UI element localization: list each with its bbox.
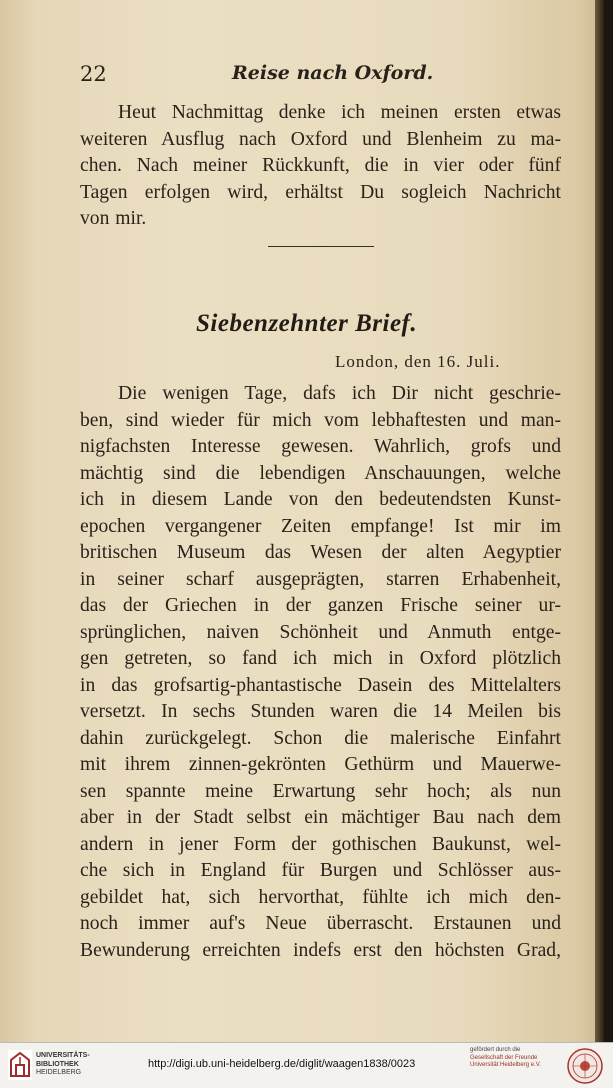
paragraph-2 [80,381,561,964]
text-line: epochen vergangener Zeiten empfange! Ist mir im [80,515,561,537]
paragraph-1 [80,100,561,233]
text-line: ich in diesem Lande von den bedeutendsten Kunst- [80,489,561,510]
library-name-line: UNIVERSITÄTS- [36,1052,90,1059]
text-line: britischen Museum das Wesen der alten Aegyptier [80,542,561,563]
page-edge [595,0,604,1042]
library-name-line: BIBLIOTHEK [36,1060,79,1068]
library-name-line: HEIDELBERG [36,1069,82,1076]
text-line: nigfachsten Interesse gewesen. Wahrlich, grofs und [80,436,561,457]
text-line: che sich in England für Burgen und Schlösser aus- [80,860,561,881]
text-line: versetzt. In sechs Stunden waren die 14 Meilen bis [80,701,561,722]
text-line: gen getreten, so fand ich mich in Oxford plötzlich [80,648,561,669]
permalink-link[interactable]: http://digi.ub.uni-heidelberg.de/diglit/waagen1838/0023 [148,1058,416,1070]
text-line: in das grofsartig-phantastische Dasein des Mittelalters [80,674,561,696]
text-line: gebildet hat, sich hervorthat, fühlte ich mich den- [80,886,561,908]
dateline: London, den 16. Juli. [335,352,501,371]
text-line: mit ihrem zinnen-gekrönten Gethürm und Mauerwe- [80,754,561,775]
text-line: Heut Nachmittag denke ich meinen ersten etwas [118,102,561,123]
text-line: in seiner scharf ausgeprägten, starren Erhabenheit, [80,568,561,590]
text-line: das der Griechen in der ganzen Frische seiner ur- [80,595,561,616]
sponsor-line: gefördert durch die [470,1047,521,1053]
sponsor-line: Gesellschaft der Freunde [470,1054,538,1061]
text-line: sprünglichen, naiven Schönheit und Anmuth entge- [80,621,561,643]
letter-heading: Siebenzehnter Brief. [196,310,418,337]
university-seal-icon [566,1047,604,1085]
text-line: andern in jener Form der gothischen Baukunst, wel- [80,833,561,855]
text-line: Tagen erfolgen wird, erhältst Du sogleich Nachricht [80,181,561,203]
running-title: Reise nach Oxford. [232,62,434,84]
page-number: 22 [80,62,107,86]
text-line: aber in der Stadt selbst ein mächtiger Bau nach dem [80,807,561,828]
text-line: dahin zurückgelegt. Schon die malerische Einfahrt [80,727,561,749]
text-line: mächtig sind die lebendigen Anschauungen, welche [80,462,561,484]
running-head [80,62,550,92]
text-line: Bewunderung erreichten indefs erst den höchsten Grad, [80,939,561,961]
text-line: ben, sind wieder für mich vom lebhaftesten und man- [80,409,561,431]
section-divider [268,246,374,247]
library-name [36,1052,90,1078]
sponsor-credit [470,1047,541,1070]
text-line: noch immer auf's Neue überrascht. Erstaunen und [80,913,561,934]
text-line: sen spannte meine Erwartung sehr hoch; als nun [80,780,561,802]
text-line: chen. Nach meiner Rückkunft, die in vier oder fünf [80,155,561,176]
text-line: von mir. [80,208,147,229]
sponsor-line: Universität Heidelberg e.V. [470,1062,541,1068]
text-line: weiteren Ausflug nach Oxford und Blenheim zu ma- [80,128,561,150]
text-line: Die wenigen Tage, dafs ich Dir nicht geschrie- [118,383,561,404]
university-library-logo-icon [8,1050,32,1080]
viewer-footer [0,1042,613,1088]
